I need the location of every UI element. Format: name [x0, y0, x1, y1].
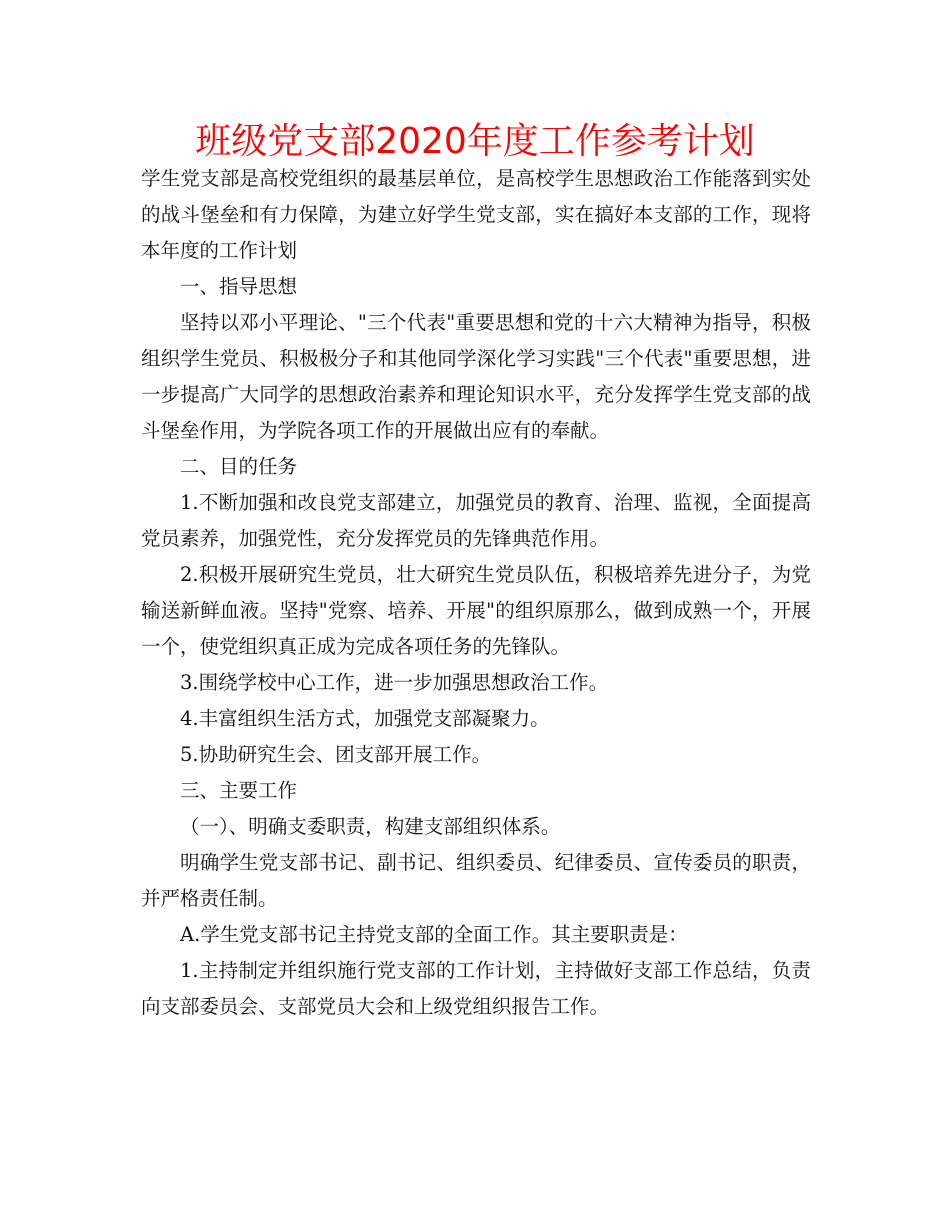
- heading-objectives: 二、目的任务: [180, 455, 298, 478]
- document-body: [141, 161, 811, 1025]
- list-item-objective-4: 4.丰富组织生活方式，加强党支部凝聚力。: [180, 707, 550, 730]
- heading-guiding-ideology: 一、指导思想: [180, 275, 298, 298]
- list-item-secretary-duty-1: 1.主持制定并组织施行党支部的工作计划，主持做好支部工作总结，负责向支部委员会、支部党员大会和上级党组织报告工作。: [141, 959, 811, 1018]
- list-item-objective-1: 1.不断加强和改良党支部建立，加强党员的教育、治理、监视，全面提高党员素养，加强党性，充分发挥党员的先锋典范作用。: [141, 491, 811, 550]
- subheading-committee-duties: （一）、明确支委职责，构建支部组织体系。: [180, 815, 561, 838]
- list-item-objective-2: 2.积极开展研究生党员，壮大研究生党员队伍，积极培养先进分子，为党输送新鲜血液。坚持"党察、培养、开展"的组织原那么，做到成熟一个，开展一个，使党组织真正成为完成各项任务的先锋队。: [141, 563, 811, 658]
- heading-main-work: 三、主要工作: [180, 779, 298, 802]
- paragraph-committee-duties: 明确学生党支部书记、副书记、组织委员、纪律委员、宣传委员的职责，并严格责任制。: [141, 851, 811, 910]
- list-item-objective-3: 3.围绕学校中心工作，进一步加强思想政治工作。: [180, 671, 609, 694]
- document-title: 班级党支部2020年度工作参考计划: [195, 121, 755, 162]
- paragraph-intro: 学生党支部是高校党组织的最基层单位，是高校学生思想政治工作能落到实处的战斗堡垒和有力保障，为建立好学生党支部，实在搞好本支部的工作，现将本年度的工作计划: [141, 167, 811, 262]
- list-item-objective-5: 5.协助研究生会、团支部开展工作。: [180, 743, 492, 766]
- paragraph-guiding-ideology: 坚持以邓小平理论、"三个代表"重要思想和党的十六大精神为指导，积极组织学生党员、积极极分子和其他同学深化学习实践"三个代表"重要思想，进一步提高广大同学的思想政治素养和理论知识水平，充分发挥学生党支部的战斗堡垒作用，为学院各项工作的开展做出应有的奉献。: [141, 311, 811, 442]
- paragraph-secretary-duties: A.学生党支部书记主持党支部的全面工作。其主要职责是：: [180, 923, 688, 946]
